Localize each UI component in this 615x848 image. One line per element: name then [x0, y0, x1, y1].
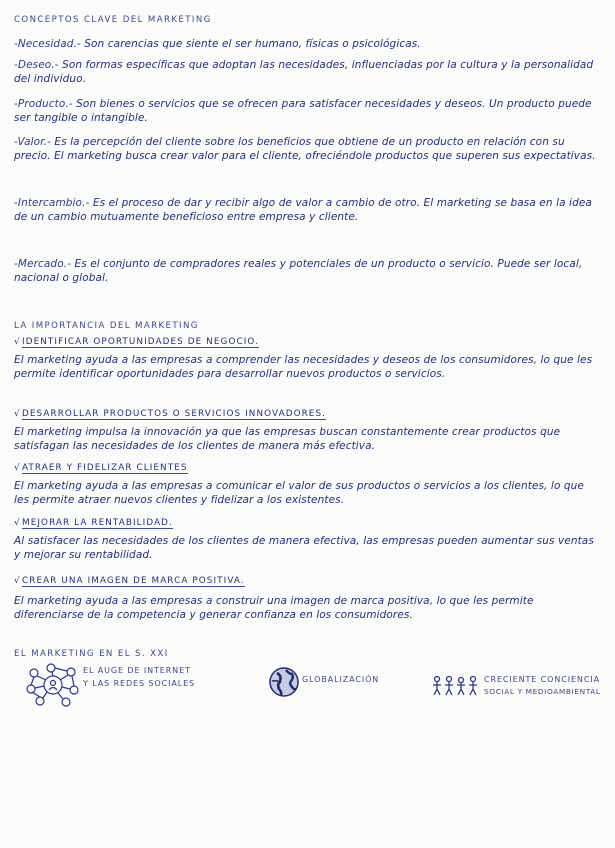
trend-label-line: SOCIAL Y MEDIOAMBIENTAL [484, 687, 601, 696]
trend-label-line: GLOBALIZACIÓN [302, 675, 380, 684]
concept-text: Es el conjunto de compradores reales y potenciales de un producto o servicio. Puede ser local, nacional o global. [14, 258, 583, 284]
concept-deseo [14, 58, 599, 86]
concept-text: Son bienes o servicios que se ofrecen para satisfacer necesidades y deseos. Un producto puede ser tangible o intangible. [14, 98, 592, 124]
trend-conciencia-label [484, 674, 601, 697]
check-mark-icon: √ [14, 518, 21, 528]
concept-valor [14, 135, 599, 163]
importance-text-4: Al satisfacer las necesidades de los clientes de manera efectiva, las empresas pueden aumentar sus ventas y mejorar su rentabilidad. [14, 535, 594, 561]
trend-globalizacion-label [302, 674, 379, 685]
concept-text: Es la percepción del cliente sobre los beneficios que obtiene de un producto en relación con su precio. El marketing busca crear valor para el cliente, ofreciéndole productos que superen sus expectativas. [14, 136, 596, 162]
concept-term: -Valor.- [14, 136, 51, 148]
trend-internet-label [83, 665, 195, 689]
check-mark-icon: √ [14, 337, 21, 347]
importance-text-1: El marketing ayuda a las empresas a comprender las necesidades y deseos de los consumidores, lo que les permite identificar oportunidades para desarrollar nuevos productos o servicios. [14, 354, 593, 380]
network-icon [26, 663, 80, 707]
check-mark-icon: √ [14, 409, 21, 419]
concept-term: -Mercado.- [14, 258, 72, 270]
trend-label-line: Y LAS REDES SOCIALES [83, 679, 195, 688]
importance-text-2: El marketing impulsa la innovación ya que las empresas buscan constantemente crear productos que satisfagan las necesidades de los clientes de manera más efectiva. [14, 426, 561, 452]
importance-heading-2 [14, 408, 326, 420]
importance-heading-text: CREAR UNA IMAGEN DE MARCA POSITIVA. [22, 576, 245, 586]
importance-text-5: El marketing ayuda a las empresas a construir una imagen de marca positiva, lo que les permite diferenciarse de la competencia y generar confianza en los consumidores. [14, 595, 534, 621]
section-title-importancia: LA IMPORTANCIA DEL MARKETING [14, 321, 199, 331]
trend-label-line: CRECIENTE CONCIENCIA [484, 675, 600, 684]
section-title-siglo-xxi: EL MARKETING EN EL S. XXI [14, 649, 169, 659]
people-icon [432, 676, 480, 696]
importance-heading-text: MEJORAR LA RENTABILIDAD. [22, 518, 173, 528]
concept-term: -Deseo.- [14, 59, 59, 71]
concept-term: -Necesidad.- [14, 38, 81, 50]
check-mark-icon: √ [14, 463, 21, 473]
concept-text: Es el proceso de dar y recibir algo de valor a cambio de otro. El marketing se basa en la idea de un cambio mutuamente beneficioso entre empresa y cliente. [14, 197, 592, 223]
concept-text: Son formas específicas que adoptan las necesidades, influenciadas por la cultura y la personalidad del individuo. [14, 59, 594, 85]
section-title-conceptos: CONCEPTOS CLAVE DEL MARKETING [14, 15, 212, 25]
importance-heading-text: DESARROLLAR PRODUCTOS O SERVICIOS INNOVADORES. [22, 409, 327, 419]
importance-heading-text: ATRAER Y FIDELIZAR CLIENTES [22, 463, 188, 473]
concept-necesidad [14, 37, 599, 51]
importance-heading-4 [14, 517, 173, 529]
importance-heading-1 [14, 336, 259, 348]
importance-heading-5 [14, 575, 245, 587]
importance-heading-text: IDENTIFICAR OPORTUNIDADES DE NEGOCIO. [22, 337, 259, 347]
concept-text: Son carencias que siente el ser humano, físicas o psicológicas. [80, 38, 421, 50]
check-mark-icon: √ [14, 576, 21, 586]
concept-term: -Producto.- [14, 98, 73, 110]
concept-intercambio [14, 196, 599, 224]
concept-term: -Intercambio.- [14, 197, 90, 209]
trend-label-line: EL AUGE DE INTERNET [83, 666, 191, 675]
concept-mercado [14, 257, 599, 285]
importance-heading-3 [14, 462, 188, 474]
concept-producto [14, 97, 599, 125]
importance-text-3: El marketing ayuda a las empresas a comunicar el valor de sus productos o servicios a los clientes, lo que les permite atraer nuevos clientes y fidelizar a los existentes. [14, 480, 584, 506]
globe-icon [268, 666, 300, 698]
